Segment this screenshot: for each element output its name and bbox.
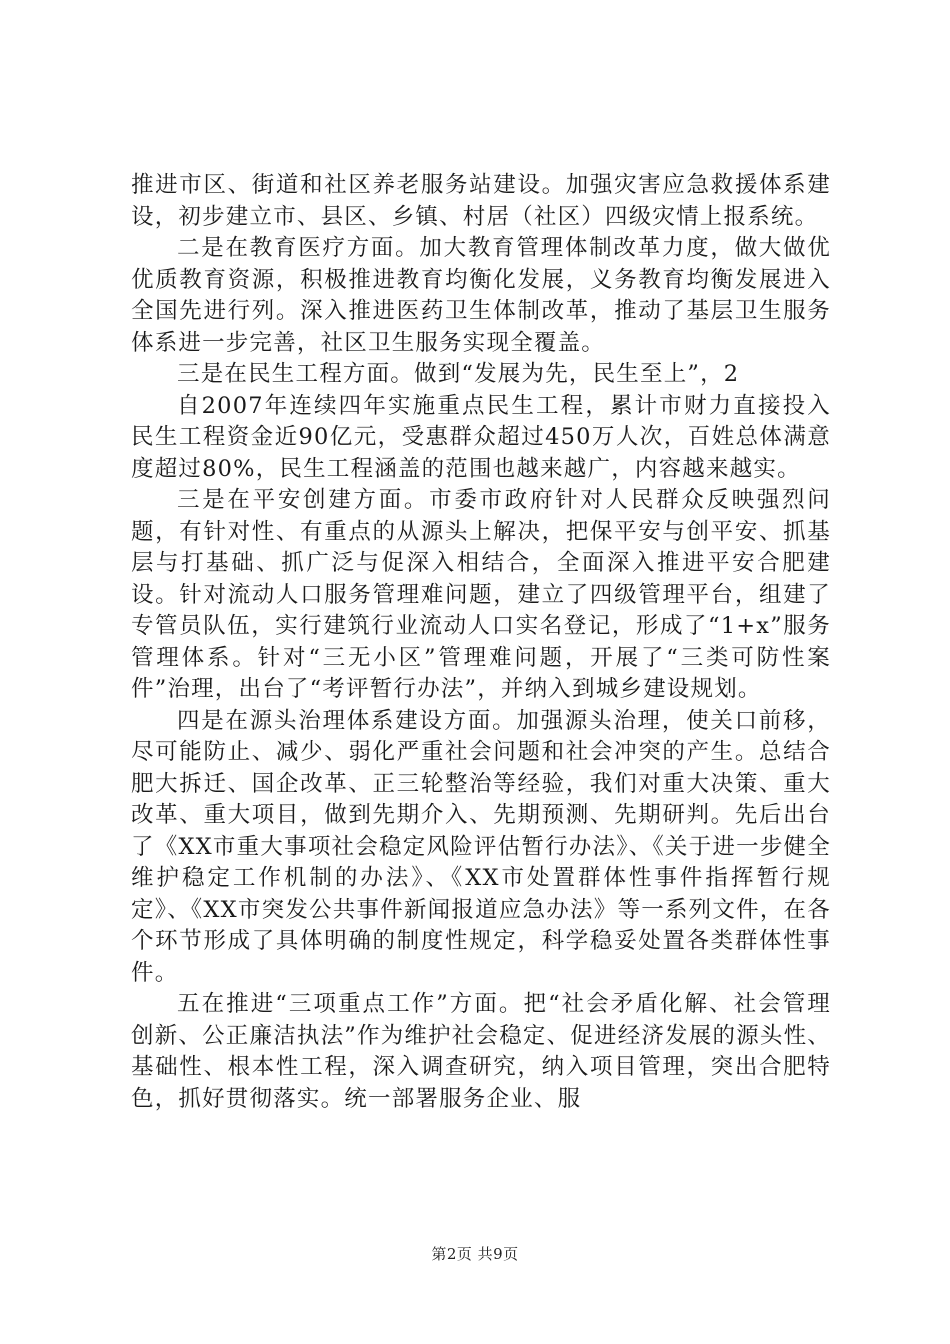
- paragraph-7: 五在推进“三项重点工作”方面。把“社会矛盾化解、社会管理创新、公正廉洁执法”作为维护社会稳定、促进经济发展的源头性、基础性、根本性工程，深入调查研究，纳入项目管理，突出合肥特色，抓好贯彻落实。统一部署服务企业、服: [131, 991, 832, 1112]
- paragraph-6: 四是在源头治理体系建设方面。加强源头治理，使关口前移，尽可能防止、减少、弱化严重社会问题和社会冲突的产生。总结合肥大拆迁、国企改革、正三轮整治等经验，我们对重大决策、重大改革、重大项目，做到先期介入、先期预测、先期研判。先后出台了《XX市重大事项社会稳定风险评估暂行办法》、《关于进一步健全维护稳定工作机制的办法》、《XX市处置群体性事件指挥暂行规定》、《XX市突发公共事件新闻报道应急办法》等一系列文件，在各个环节形成了具体明确的制度性规定，科学稳妥处置各类群体性事件。: [131, 707, 831, 986]
- paragraph-2: 二是在教育医疗方面。加大教育管理体制改革力度，做大做优优质教育资源，积极推进教育均衡化发展，义务教育均衡发展进入全国先进行列。深入推进医药卫生体制改革，推动了基层卫生服务体系进一步完善，社区卫生服务实现全覆盖。: [131, 235, 831, 356]
- paragraph-4: 自2007年连续四年实施重点民生工程，累计市财力直接投入民生工程资金近90亿元，受惠群众超过450万人次，百姓总体满意度超过80%，民生工程涵盖的范围也越来越广，内容越来越实。: [131, 392, 831, 482]
- paragraph-5: 三是在平安创建方面。市委市政府针对人民群众反映强烈问题，有针对性、有重点的从源头上解决，把保平安与创平安、抓基层与打基础、抓广泛与促深入相结合，全面深入推进平安合肥建设。针对流动人口服务管理难问题，建立了四级管理平台，组建了专管员队伍，实行建筑行业流动人口实名登记，形成了“1+x”服务管理体系。针对“三无小区”管理难问题，开展了“三类可防性案件”治理，出台了“考评暂行办法”，并纳入到城乡建设规划。: [131, 487, 831, 702]
- document-body: [131, 170, 831, 1115]
- paragraph-1: 推进市区、街道和社区养老服务站建设。加强灾害应急救援体系建设，初步建立市、县区、乡镇、村居（社区）四级灾情上报系统。: [131, 172, 831, 230]
- page-number-footer: 第2页 共9页: [431, 1245, 519, 1263]
- paragraph-3: 三是在民生工程方面。做到“发展为先，民生至上”，2: [177, 361, 740, 387]
